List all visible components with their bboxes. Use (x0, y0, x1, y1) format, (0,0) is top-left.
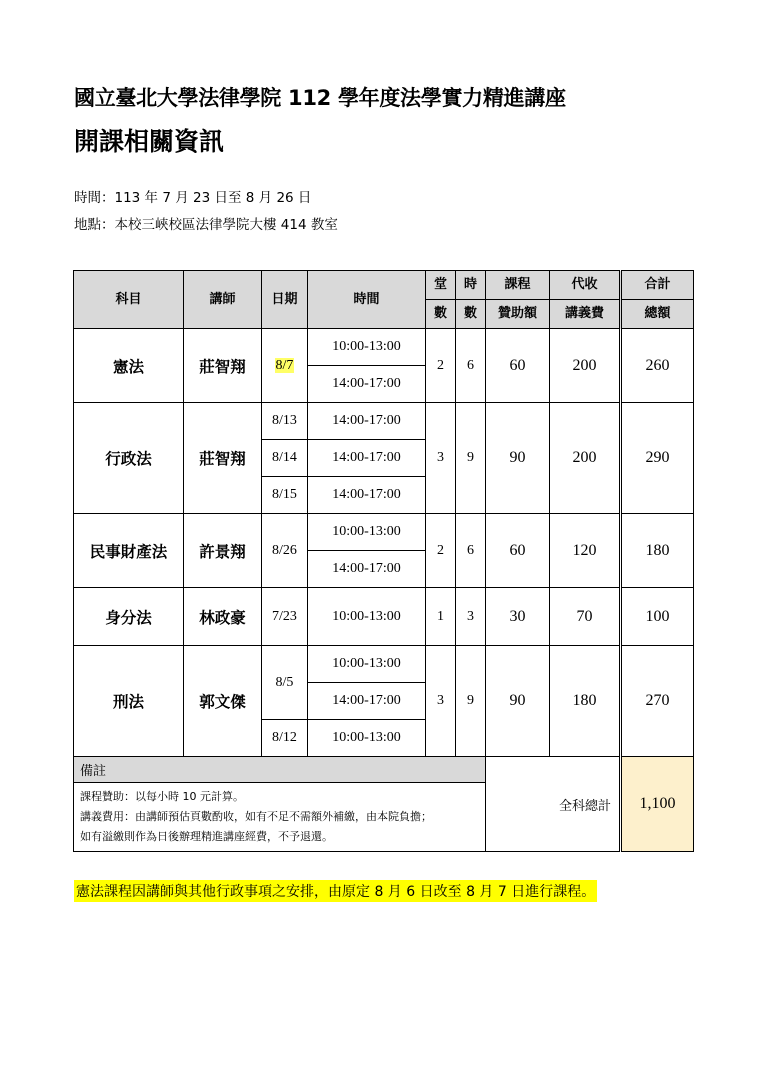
date-cell (262, 329, 308, 403)
date-cell: 8/15 (262, 477, 308, 514)
note-line: 講義費用：由講師預估頁數酌收，如有不足不需額外補繳，由本院負擔； (80, 810, 432, 823)
total-cell: 290 (621, 403, 694, 514)
time-cell: 10:00-13:00 (308, 329, 426, 366)
header-sessions-b: 數 (426, 300, 456, 329)
header-material-b: 講義費 (550, 300, 621, 329)
notes-heading: 備註 (74, 757, 486, 783)
time-cell: 10:00-13:00 (308, 646, 426, 683)
footer-notice: 憲法課程因講師與其他行政事項之安排，由原定 8 月 6 日改至 8 月 7 日進行課程。 (74, 880, 597, 902)
material-cell: 70 (550, 588, 621, 646)
header-hours-b: 數 (456, 300, 486, 329)
subject-cell: 身分法 (74, 588, 184, 646)
page-title: 國立臺北大學法律學院 112 學年度法學實力精進講座 (74, 86, 566, 110)
teacher-cell: 郭文傑 (184, 646, 262, 757)
place-info: 地點：本校三峽校區法律學院大樓 414 教室 (74, 217, 338, 233)
hours-cell: 6 (456, 514, 486, 588)
date-cell: 8/26 (262, 514, 308, 588)
table-row (74, 329, 694, 366)
hours-cell: 6 (456, 329, 486, 403)
grand-total-label: 全科總計 (486, 757, 621, 852)
header-material-a: 代收 (550, 271, 621, 300)
total-cell: 180 (621, 514, 694, 588)
date-cell: 8/5 (262, 646, 308, 720)
header-sessions-a: 堂 (426, 271, 456, 300)
subsidy-cell: 60 (486, 514, 550, 588)
notes-body (74, 783, 486, 852)
subject-cell: 民事財產法 (74, 514, 184, 588)
header-time: 時間 (308, 271, 426, 329)
header-subsidy-a: 課程 (486, 271, 550, 300)
sessions-cell: 2 (426, 514, 456, 588)
schedule-table (73, 270, 694, 852)
material-cell: 120 (550, 514, 621, 588)
material-cell: 180 (550, 646, 621, 757)
table-row (74, 514, 694, 551)
subsidy-cell: 30 (486, 588, 550, 646)
table-row (74, 403, 694, 440)
time-cell: 10:00-13:00 (308, 514, 426, 551)
time-cell: 14:00-17:00 (308, 366, 426, 403)
time-cell: 14:00-17:00 (308, 440, 426, 477)
header-teacher: 講師 (184, 271, 262, 329)
subsidy-cell: 90 (486, 403, 550, 514)
subsidy-cell: 90 (486, 646, 550, 757)
sessions-cell: 2 (426, 329, 456, 403)
material-cell: 200 (550, 403, 621, 514)
hours-cell: 9 (456, 403, 486, 514)
date-cell: 8/12 (262, 720, 308, 757)
table-row (74, 646, 694, 683)
subsidy-cell: 60 (486, 329, 550, 403)
highlighted-date: 8/7 (275, 357, 294, 373)
time-cell: 14:00-17:00 (308, 683, 426, 720)
teacher-cell: 許景翔 (184, 514, 262, 588)
sessions-cell: 3 (426, 403, 456, 514)
header-total-a: 合計 (621, 271, 694, 300)
header-subsidy-b: 贊助額 (486, 300, 550, 329)
note-line: 如有溢繳則作為日後辦理精進講座經費，不予退還。 (80, 830, 333, 843)
note-line: 課程贊助：以每小時 10 元計算。 (80, 790, 244, 803)
header-total-b: 總額 (621, 300, 694, 329)
hours-cell: 3 (456, 588, 486, 646)
sessions-cell: 1 (426, 588, 456, 646)
subject-cell: 刑法 (74, 646, 184, 757)
page-subtitle: 開課相關資訊 (74, 127, 225, 156)
sessions-cell: 3 (426, 646, 456, 757)
header-date: 日期 (262, 271, 308, 329)
teacher-cell: 莊智翔 (184, 403, 262, 514)
time-cell: 14:00-17:00 (308, 477, 426, 514)
material-cell: 200 (550, 329, 621, 403)
header-subject: 科目 (74, 271, 184, 329)
date-cell: 8/14 (262, 440, 308, 477)
teacher-cell: 林政豪 (184, 588, 262, 646)
header-hours-a: 時 (456, 271, 486, 300)
total-cell: 270 (621, 646, 694, 757)
hours-cell: 9 (456, 646, 486, 757)
total-cell: 100 (621, 588, 694, 646)
total-cell: 260 (621, 329, 694, 403)
time-info: 時間：113 年 7 月 23 日至 8 月 26 日 (74, 190, 312, 206)
grand-total-value: 1,100 (621, 757, 694, 852)
table-row (74, 588, 694, 646)
subject-cell: 行政法 (74, 403, 184, 514)
time-cell: 14:00-17:00 (308, 403, 426, 440)
notes-row (74, 757, 694, 783)
subject-cell: 憲法 (74, 329, 184, 403)
time-cell: 10:00-13:00 (308, 720, 426, 757)
time-cell: 10:00-13:00 (308, 588, 426, 646)
date-cell: 8/13 (262, 403, 308, 440)
date-cell: 7/23 (262, 588, 308, 646)
teacher-cell: 莊智翔 (184, 329, 262, 403)
time-cell: 14:00-17:00 (308, 551, 426, 588)
